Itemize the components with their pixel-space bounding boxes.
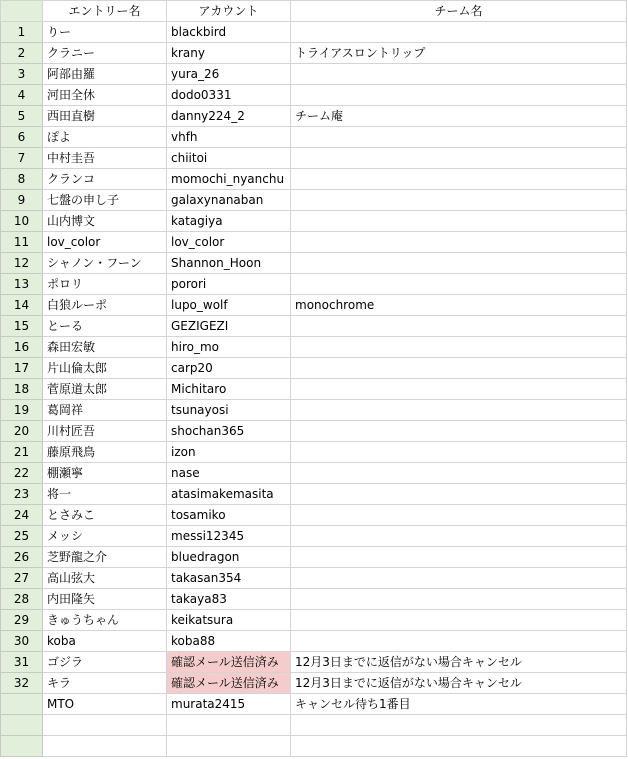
table-row — [1, 505, 627, 526]
row-number-cell[interactable]: 18 — [1, 379, 43, 400]
row-number-cell[interactable]: 1 — [1, 22, 43, 43]
account-cell[interactable]: murata2415 — [167, 694, 291, 715]
team-name-cell[interactable]: 12月3日までに返信がない場合キャンセル — [291, 673, 627, 694]
team-name-cell[interactable] — [291, 232, 627, 253]
account-cell[interactable]: tsunayosi — [167, 400, 291, 421]
entry-name-cell[interactable]: 中村圭吾 — [43, 148, 167, 169]
account-cell[interactable]: GEZIGEZI — [167, 316, 291, 337]
entry-name-cell[interactable]: lov_color — [43, 232, 167, 253]
account-cell[interactable]: krany — [167, 43, 291, 64]
row-number-cell[interactable]: 21 — [1, 442, 43, 463]
table-row — [1, 148, 627, 169]
entry-name-cell[interactable]: 菅原道太郎 — [43, 379, 167, 400]
team-name-cell[interactable] — [291, 211, 627, 232]
row-number-cell[interactable]: 11 — [1, 232, 43, 253]
account-header[interactable]: アカウント — [167, 1, 291, 22]
entry-name-cell[interactable]: 内田隆矢 — [43, 589, 167, 610]
row-number-cell[interactable]: 24 — [1, 505, 43, 526]
table-row — [1, 400, 627, 421]
table-row — [1, 358, 627, 379]
entry-name-cell[interactable]: 白狼ルーポ — [43, 295, 167, 316]
table-row — [1, 43, 627, 64]
table-row — [1, 379, 627, 400]
table-row — [1, 715, 627, 736]
team-name-cell[interactable] — [291, 253, 627, 274]
table-row — [1, 106, 627, 127]
entry-name-cell[interactable]: 高山弦大 — [43, 568, 167, 589]
account-cell[interactable]: blackbird — [167, 22, 291, 43]
table-row — [1, 85, 627, 106]
row-number-cell[interactable]: 5 — [1, 106, 43, 127]
team-name-cell[interactable] — [291, 526, 627, 547]
table-row — [1, 253, 627, 274]
table-row — [1, 589, 627, 610]
table-row — [1, 211, 627, 232]
entry-name-cell[interactable]: メッシ — [43, 526, 167, 547]
row-number-cell[interactable]: 15 — [1, 316, 43, 337]
account-cell[interactable]: koba88 — [167, 631, 291, 652]
entry-name-cell[interactable]: koba — [43, 631, 167, 652]
account-cell[interactable]: Shannon_Hoon — [167, 253, 291, 274]
entry-name-header[interactable]: エントリー名 — [43, 1, 167, 22]
table-row — [1, 64, 627, 85]
row-number-cell[interactable]: 6 — [1, 127, 43, 148]
account-cell[interactable]: yura_26 — [167, 64, 291, 85]
entry-name-cell[interactable]: 片山倫太郎 — [43, 358, 167, 379]
row-number-cell[interactable]: 4 — [1, 85, 43, 106]
account-cell[interactable]: shochan365 — [167, 421, 291, 442]
entry-name-cell[interactable] — [43, 736, 167, 757]
team-name-cell[interactable] — [291, 421, 627, 442]
team-name-cell[interactable]: monochrome — [291, 295, 627, 316]
entry-name-cell[interactable]: クラニー — [43, 43, 167, 64]
table-row — [1, 526, 627, 547]
team-name-cell[interactable] — [291, 715, 627, 736]
account-cell[interactable]: keikatsura — [167, 610, 291, 631]
entry-name-cell[interactable]: 山内博文 — [43, 211, 167, 232]
team-name-cell[interactable]: トライアスロントリップ — [291, 43, 627, 64]
row-number-cell[interactable]: 26 — [1, 547, 43, 568]
row-number-cell[interactable]: 14 — [1, 295, 43, 316]
account-cell[interactable]: porori — [167, 274, 291, 295]
entry-name-cell[interactable]: シャノン・フーン — [43, 253, 167, 274]
row-number-cell[interactable]: 23 — [1, 484, 43, 505]
entry-name-cell[interactable]: キラ — [43, 673, 167, 694]
table-row — [1, 232, 627, 253]
table-row — [1, 295, 627, 316]
row-number-header[interactable] — [1, 1, 43, 22]
table-row — [1, 421, 627, 442]
account-cell[interactable]: katagiya — [167, 211, 291, 232]
entry-name-cell[interactable]: 川村匠吾 — [43, 421, 167, 442]
table-row — [1, 547, 627, 568]
row-number-cell[interactable]: 16 — [1, 337, 43, 358]
table-row — [1, 736, 627, 757]
table-row — [1, 652, 627, 673]
entry-name-cell[interactable]: とさみこ — [43, 505, 167, 526]
account-cell[interactable]: chiitoi — [167, 148, 291, 169]
team-name-cell[interactable]: チーム庵 — [291, 106, 627, 127]
table-row — [1, 169, 627, 190]
entry-name-cell[interactable]: りー — [43, 22, 167, 43]
account-cell[interactable] — [167, 715, 291, 736]
team-name-cell[interactable] — [291, 463, 627, 484]
entry-name-cell[interactable]: ゴジラ — [43, 652, 167, 673]
team-name-cell[interactable] — [291, 127, 627, 148]
account-cell[interactable]: galaxynanaban — [167, 190, 291, 211]
row-number-cell[interactable]: 17 — [1, 358, 43, 379]
team-name-cell[interactable] — [291, 610, 627, 631]
row-number-cell[interactable]: 7 — [1, 148, 43, 169]
account-cell[interactable]: messi12345 — [167, 526, 291, 547]
row-number-cell[interactable]: 25 — [1, 526, 43, 547]
team-name-cell[interactable] — [291, 22, 627, 43]
account-cell[interactable]: momochi_nyanchu — [167, 169, 291, 190]
team-name-cell[interactable] — [291, 148, 627, 169]
entry-name-cell[interactable]: MTO — [43, 694, 167, 715]
entry-name-cell[interactable]: ポロリ — [43, 274, 167, 295]
account-cell[interactable]: dodo0331 — [167, 85, 291, 106]
row-number-cell[interactable]: 9 — [1, 190, 43, 211]
team-name-cell[interactable] — [291, 85, 627, 106]
team-name-cell[interactable] — [291, 169, 627, 190]
table-row — [1, 127, 627, 148]
account-cell[interactable]: bluedragon — [167, 547, 291, 568]
row-number-cell[interactable]: 32 — [1, 673, 43, 694]
account-cell[interactable]: danny224_2 — [167, 106, 291, 127]
row-number-cell[interactable]: 28 — [1, 589, 43, 610]
table-row — [1, 568, 627, 589]
row-number-cell[interactable]: 29 — [1, 610, 43, 631]
team-name-cell[interactable] — [291, 442, 627, 463]
table-row — [1, 22, 627, 43]
team-name-header[interactable]: チーム名 — [291, 1, 627, 22]
account-cell[interactable]: takasan354 — [167, 568, 291, 589]
row-number-cell[interactable]: 27 — [1, 568, 43, 589]
table-row — [1, 274, 627, 295]
table-row — [1, 337, 627, 358]
entry-name-cell[interactable]: クランコ — [43, 169, 167, 190]
account-cell[interactable]: 確認メール送信済み — [167, 673, 291, 694]
row-number-cell[interactable]: 31 — [1, 652, 43, 673]
team-name-cell[interactable]: キャンセル待ち1番目 — [291, 694, 627, 715]
team-name-cell[interactable] — [291, 568, 627, 589]
table-row — [1, 442, 627, 463]
table-row — [1, 484, 627, 505]
entry-name-cell[interactable]: 河田全休 — [43, 85, 167, 106]
account-cell[interactable]: carp20 — [167, 358, 291, 379]
row-number-cell[interactable]: 19 — [1, 400, 43, 421]
entry-name-cell[interactable]: 芝野龍之介 — [43, 547, 167, 568]
entry-name-cell[interactable]: 棚瀬寧 — [43, 463, 167, 484]
table-row — [1, 316, 627, 337]
account-cell[interactable]: hiro_mo — [167, 337, 291, 358]
entry-name-cell[interactable]: 阿部由羅 — [43, 64, 167, 85]
row-number-cell[interactable]: 10 — [1, 211, 43, 232]
team-name-cell[interactable] — [291, 736, 627, 757]
table-row — [1, 463, 627, 484]
account-cell[interactable]: izon — [167, 442, 291, 463]
table-row — [1, 631, 627, 652]
team-name-cell[interactable] — [291, 400, 627, 421]
row-number-cell[interactable]: 12 — [1, 253, 43, 274]
team-name-cell[interactable] — [291, 316, 627, 337]
team-name-cell[interactable] — [291, 64, 627, 85]
team-name-cell[interactable] — [291, 547, 627, 568]
team-name-cell[interactable] — [291, 358, 627, 379]
table-row — [1, 190, 627, 211]
entry-name-cell[interactable]: 西田直樹 — [43, 106, 167, 127]
account-cell[interactable]: lupo_wolf — [167, 295, 291, 316]
account-cell[interactable]: nase — [167, 463, 291, 484]
team-name-cell[interactable] — [291, 484, 627, 505]
row-number-cell[interactable] — [1, 736, 43, 757]
team-name-cell[interactable] — [291, 379, 627, 400]
row-number-cell[interactable]: 13 — [1, 274, 43, 295]
team-name-cell[interactable] — [291, 337, 627, 358]
account-cell[interactable]: tosamiko — [167, 505, 291, 526]
team-name-cell[interactable]: 12月3日までに返信がない場合キャンセル — [291, 652, 627, 673]
row-number-cell[interactable] — [1, 715, 43, 736]
account-cell[interactable] — [167, 736, 291, 757]
team-name-cell[interactable] — [291, 631, 627, 652]
entry-name-cell[interactable]: ぽよ — [43, 127, 167, 148]
row-number-cell[interactable]: 2 — [1, 43, 43, 64]
entry-name-cell[interactable]: 葛岡祥 — [43, 400, 167, 421]
account-cell[interactable]: lov_color — [167, 232, 291, 253]
table-row — [1, 694, 627, 715]
account-cell[interactable]: Michitaro — [167, 379, 291, 400]
team-name-cell[interactable] — [291, 190, 627, 211]
entry-name-cell[interactable]: とーる — [43, 316, 167, 337]
entry-name-cell[interactable] — [43, 715, 167, 736]
row-number-cell[interactable] — [1, 694, 43, 715]
row-number-cell[interactable]: 22 — [1, 463, 43, 484]
account-cell[interactable]: atasimakemasita — [167, 484, 291, 505]
entry-name-cell[interactable]: 将一 — [43, 484, 167, 505]
entry-name-cell[interactable]: きゅうちゃん — [43, 610, 167, 631]
account-cell[interactable]: 確認メール送信済み — [167, 652, 291, 673]
entry-rows — [1, 22, 627, 757]
team-name-cell[interactable] — [291, 505, 627, 526]
row-number-cell[interactable]: 30 — [1, 631, 43, 652]
account-cell[interactable]: vhfh — [167, 127, 291, 148]
entry-name-cell[interactable]: 藤原飛鳥 — [43, 442, 167, 463]
team-name-cell[interactable] — [291, 589, 627, 610]
table-row — [1, 673, 627, 694]
table-row — [1, 610, 627, 631]
account-cell[interactable]: takaya83 — [167, 589, 291, 610]
row-number-cell[interactable]: 8 — [1, 169, 43, 190]
team-name-cell[interactable] — [291, 274, 627, 295]
entry-name-cell[interactable]: 七盤の申し子 — [43, 190, 167, 211]
header-row — [1, 1, 627, 22]
entry-name-cell[interactable]: 森田宏敏 — [43, 337, 167, 358]
row-number-cell[interactable]: 20 — [1, 421, 43, 442]
row-number-cell[interactable]: 3 — [1, 64, 43, 85]
